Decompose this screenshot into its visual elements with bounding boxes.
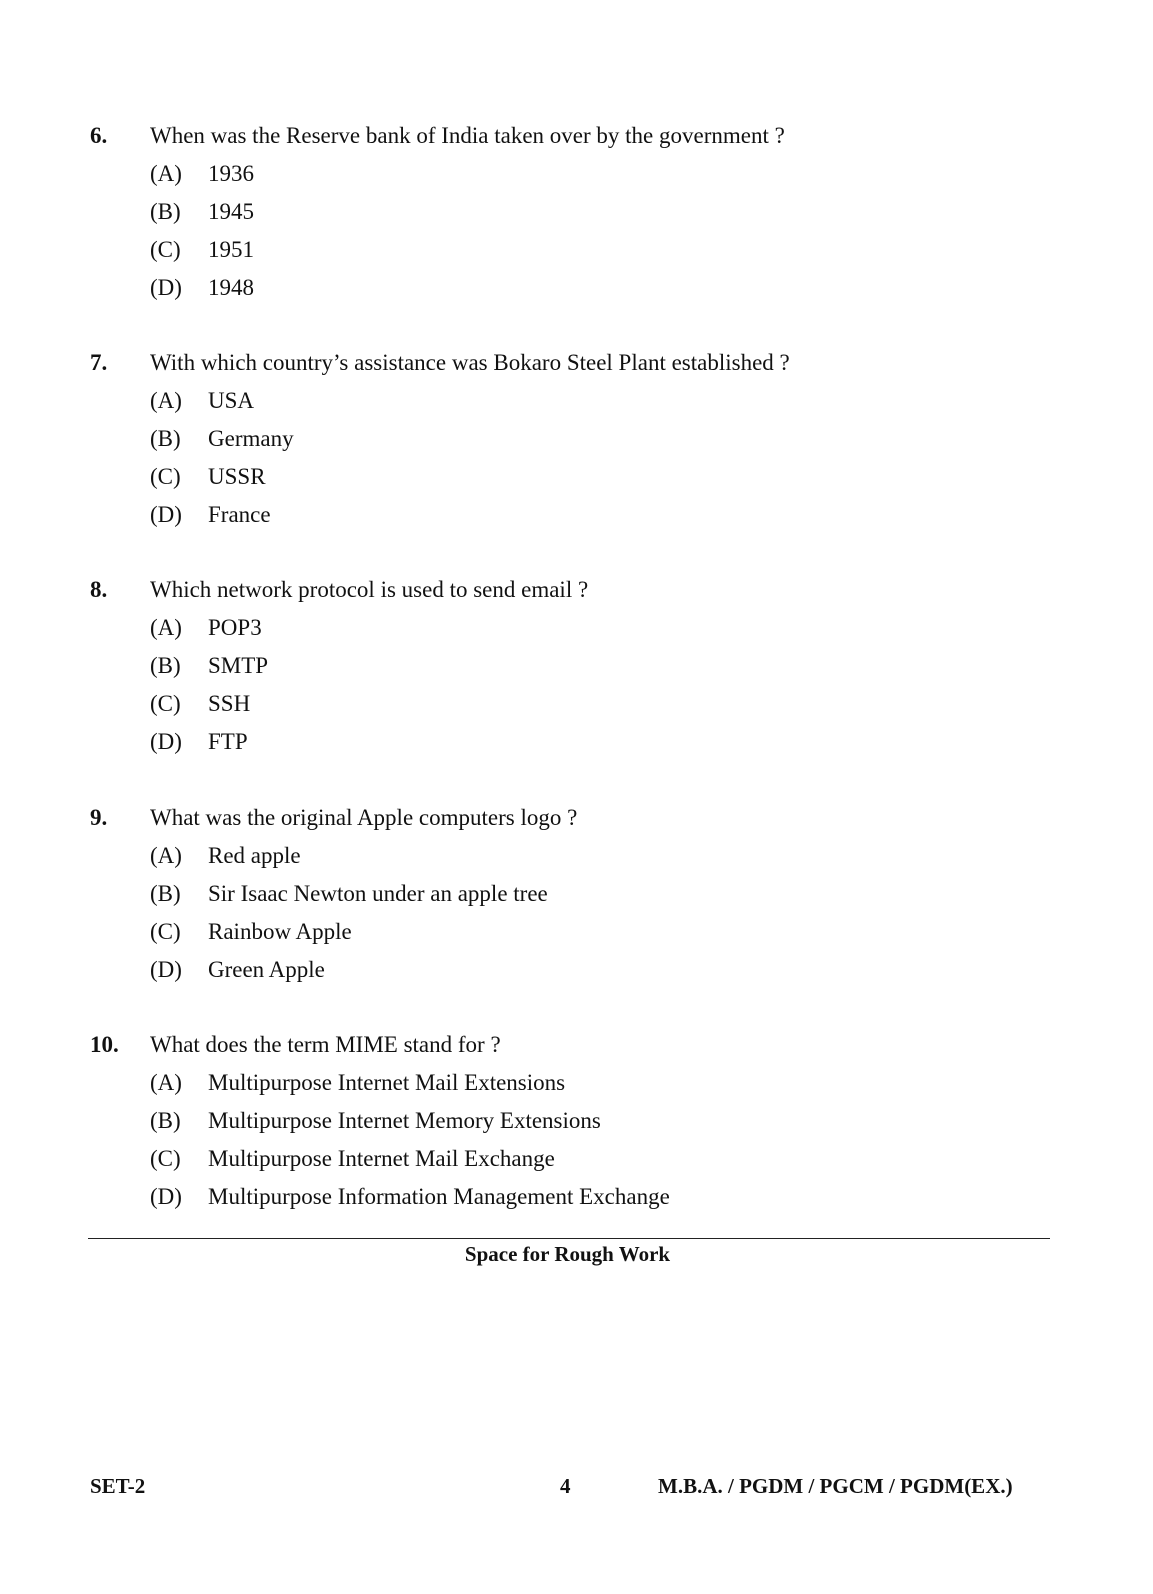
option-letter: (A) <box>150 615 182 640</box>
option-text: Multipurpose Internet Mail Extensions <box>208 1070 566 1095</box>
option-text: 1936 <box>208 161 254 186</box>
option-letter: (D) <box>150 502 182 527</box>
option-letter: (B) <box>150 881 181 906</box>
option-letter: (D) <box>150 729 182 754</box>
option-d <box>0 727 1153 757</box>
option-letter: (C) <box>150 919 181 944</box>
option-letter: (A) <box>150 843 182 868</box>
option-letter: (D) <box>150 1184 182 1209</box>
option-text: USA <box>208 388 255 413</box>
option-b <box>0 197 1153 227</box>
option-c <box>0 689 1153 719</box>
option-a <box>0 613 1153 643</box>
option-text: France <box>208 502 271 527</box>
option-letter: (D) <box>150 957 182 982</box>
option-letter: (D) <box>150 275 182 300</box>
option-letter: (B) <box>150 653 181 678</box>
option-letter: (C) <box>150 464 181 489</box>
option-b <box>0 1106 1153 1136</box>
option-text: Rainbow Apple <box>208 919 352 944</box>
option-text: USSR <box>208 464 266 489</box>
rough-work-label: Space for Rough Work <box>464 1242 671 1266</box>
option-d <box>0 955 1153 985</box>
option-text: POP3 <box>208 615 262 640</box>
option-d <box>0 273 1153 303</box>
option-a <box>0 841 1153 871</box>
option-letter: (A) <box>150 388 182 413</box>
question-number: 9. <box>90 805 108 830</box>
option-letter: (B) <box>150 1108 181 1133</box>
option-text: SSH <box>208 691 251 716</box>
option-text: SMTP <box>208 653 269 678</box>
footer-set-code: SET-2 <box>90 1474 146 1498</box>
question-number: 7. <box>90 350 108 375</box>
option-d <box>0 500 1153 530</box>
option-letter: (A) <box>150 1070 182 1095</box>
option-d <box>0 1182 1153 1212</box>
divider-line <box>88 1238 1050 1239</box>
footer-program: M.B.A. / PGDM / PGCM / PGDM(EX.) <box>658 1474 1013 1498</box>
option-text: Multipurpose Information Management Exchange <box>208 1184 670 1209</box>
option-c <box>0 462 1153 492</box>
question-text: When was the Reserve bank of India taken over by the government ? <box>150 123 785 148</box>
option-letter: (B) <box>150 426 181 451</box>
option-b <box>0 879 1153 909</box>
option-letter: (C) <box>150 1146 181 1171</box>
option-b <box>0 424 1153 454</box>
option-a <box>0 159 1153 189</box>
option-a <box>0 386 1153 416</box>
option-c <box>0 1144 1153 1174</box>
question-text: Which network protocol is used to send email ? <box>150 577 589 602</box>
question-number: 10. <box>90 1032 119 1057</box>
option-text: FTP <box>208 729 248 754</box>
option-letter: (B) <box>150 199 181 224</box>
option-c <box>0 235 1153 265</box>
option-text: 1945 <box>208 199 254 224</box>
option-letter: (A) <box>150 161 182 186</box>
option-text: 1948 <box>208 275 254 300</box>
option-text: Multipurpose Internet Memory Extensions <box>208 1108 601 1133</box>
question-number: 6. <box>90 123 108 148</box>
option-b <box>0 651 1153 681</box>
question-number: 8. <box>90 577 108 602</box>
question-text: With which country’s assistance was Bokaro Steel Plant established ? <box>150 350 790 375</box>
question-text: What does the term MIME stand for ? <box>150 1032 501 1057</box>
option-text: Multipurpose Internet Mail Exchange <box>208 1146 555 1171</box>
option-text: Green Apple <box>208 957 325 982</box>
footer-page-number: 4 <box>560 1474 571 1498</box>
option-c <box>0 917 1153 947</box>
option-text: Red apple <box>208 843 301 868</box>
option-text: Sir Isaac Newton under an apple tree <box>208 881 548 906</box>
option-text: 1951 <box>208 237 254 262</box>
option-letter: (C) <box>150 691 181 716</box>
option-letter: (C) <box>150 237 181 262</box>
option-text: Germany <box>208 426 294 451</box>
question-text: What was the original Apple computers logo ? <box>150 805 578 830</box>
option-a <box>0 1068 1153 1098</box>
